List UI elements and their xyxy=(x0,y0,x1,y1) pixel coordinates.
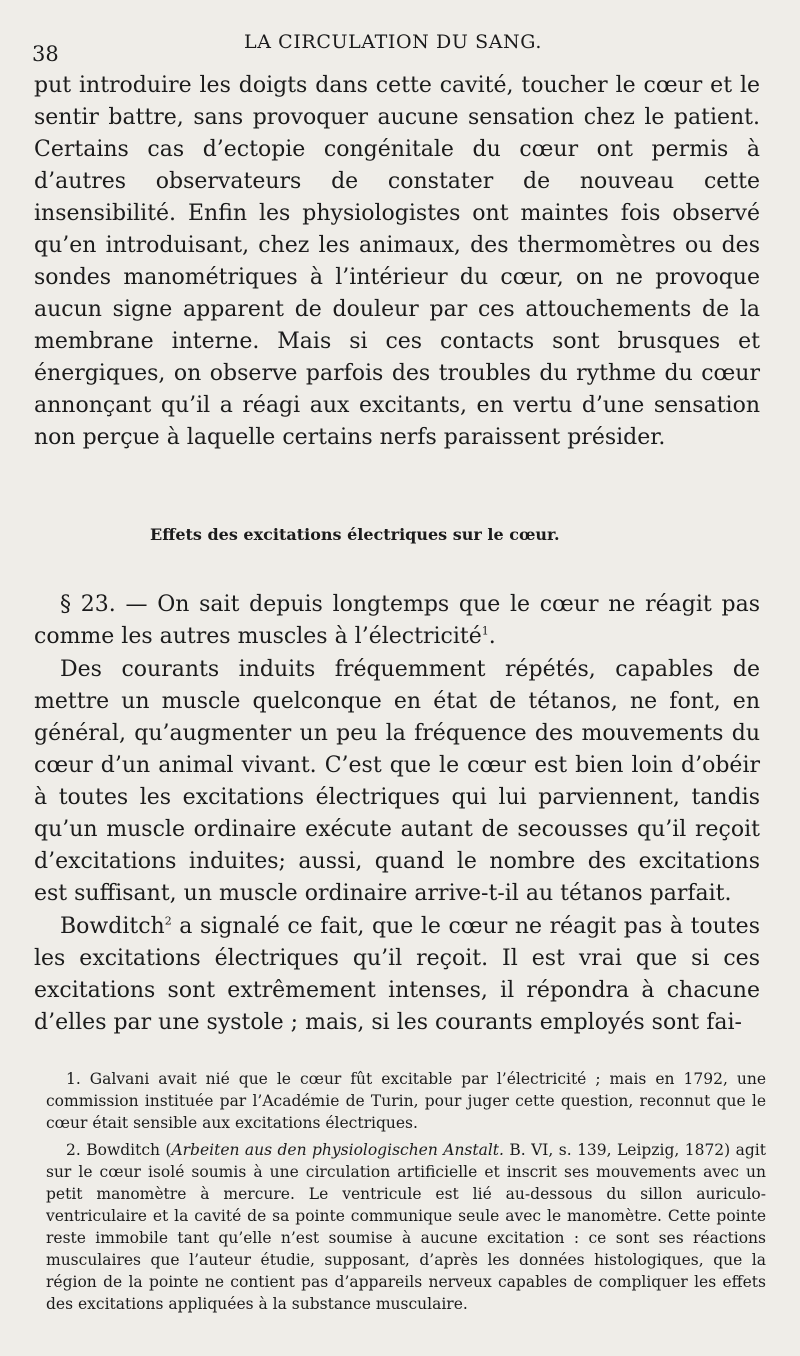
paragraph-bowditch xyxy=(34,911,760,1039)
footnote-ref-1: 1 xyxy=(481,624,489,638)
section-23-text: On sait depuis longtemps que le cœur ne réagit pas comme les autres muscles à l’électricité xyxy=(34,592,760,649)
section-23-end: . xyxy=(488,624,496,649)
paragraph-induced-currents: Des courants induits fréquemment répétés, capables de mettre un muscle quelconque en état de tétanos, ne font, en général, qu’augmenter un peu la fréquence des mouvements du cœur d’un animal vivant. C’est que le cœur est bien loin d’obéir à toutes les excitations électriques qui lui parviennent, tandis qu’un muscle ordinaire exécute autant de secousses qu’il reçoit d’excitations induites; aussi, quand le nombre des excitations est suffisant, un muscle ordinaire arrive-t-il au tétanos parfait. xyxy=(34,657,760,906)
footnote-marker: 1. xyxy=(66,1070,81,1088)
bowditch-name: Bowditch xyxy=(60,914,165,939)
bowditch-text: a signalé ce fait, que le cœur ne réagit pas à toutes les excitations électriques qu’il reçoit. Il est vrai que si ces excitations sont extrêmement intenses, il répondra à chacune d’elles par une systole ; mais, si les courants employés sont fai- xyxy=(34,914,760,1035)
footnote-ref-2: 2 xyxy=(164,914,172,928)
paragraph-text: put introduire les doigts dans cette cavité, toucher le cœur et le sentir battre, sans provoquer aucune sensation chez le patient. Certains cas d’ectopie congénitale du cœur ont permis à d’autres observateurs de constater de nouveau cette insensibilité. Enfin les physiologistes ont maintes fois observé qu’en introduisant, chez les animaux, des thermomètres ou des sondes manométriques à l’intérieur du cœur, on ne provoque aucun signe apparent de douleur par ces attouchements de la membrane interne. Mais si ces contacts sont brusques et énergiques, on observe parfois des troubles du rythme du cœur annonçant qu’il a réagi aux excitants, en vertu d’une sensation non perçue à laquelle certains nerfs paraissent présider. xyxy=(34,73,760,450)
footnote-2 xyxy=(46,1139,766,1315)
footnote-1 xyxy=(46,1068,766,1134)
footnotes xyxy=(46,1068,766,1320)
section-heading: Effets des excitations électriques sur le cœur. xyxy=(150,525,560,544)
footnote-marker: 2. xyxy=(66,1141,81,1159)
footnote-text: Galvani avait nié que le cœur fût excitable par l’électricité ; mais en 1792, une commission instituée par l’Académie de Turin, pour juger cette question, reconnut que le cœur était sensible aux excitations électriques. xyxy=(46,1070,766,1132)
running-head: LA CIRCULATION DU SANG. xyxy=(244,31,542,53)
section-number: § 23. — xyxy=(60,592,148,617)
footnote-text: Bowditch ( xyxy=(86,1141,172,1159)
paragraph-continuation xyxy=(34,70,760,455)
footnote-citation-title: Arbeiten aus den physiologischen Anstalt. xyxy=(171,1141,504,1159)
section-body xyxy=(34,589,760,1040)
page-number: 38 xyxy=(32,42,59,66)
footnote-text-continued: B. VI, s. 139, Leipzig, 1872) agit sur le cœur isolé soumis à une circulation artificielle et inscrit ses mouvements avec un petit manomètre à mercure. Le ventricule est lié au-dessous du sillon auriculo-ventriculaire et la cavité de sa pointe communique seule avec le manomètre. Cette pointe reste immobile tant qu’elle n’est soumise à aucune excitation : ce sont ses réactions musculaires que l’auteur étudie, supposant, d’après les données histologiques, que la région de la pointe ne contient pas d’appareils nerveux capables de compliquer les effets des excitations appliquées à la substance musculaire. xyxy=(46,1141,766,1313)
section-23-paragraph xyxy=(34,589,760,653)
